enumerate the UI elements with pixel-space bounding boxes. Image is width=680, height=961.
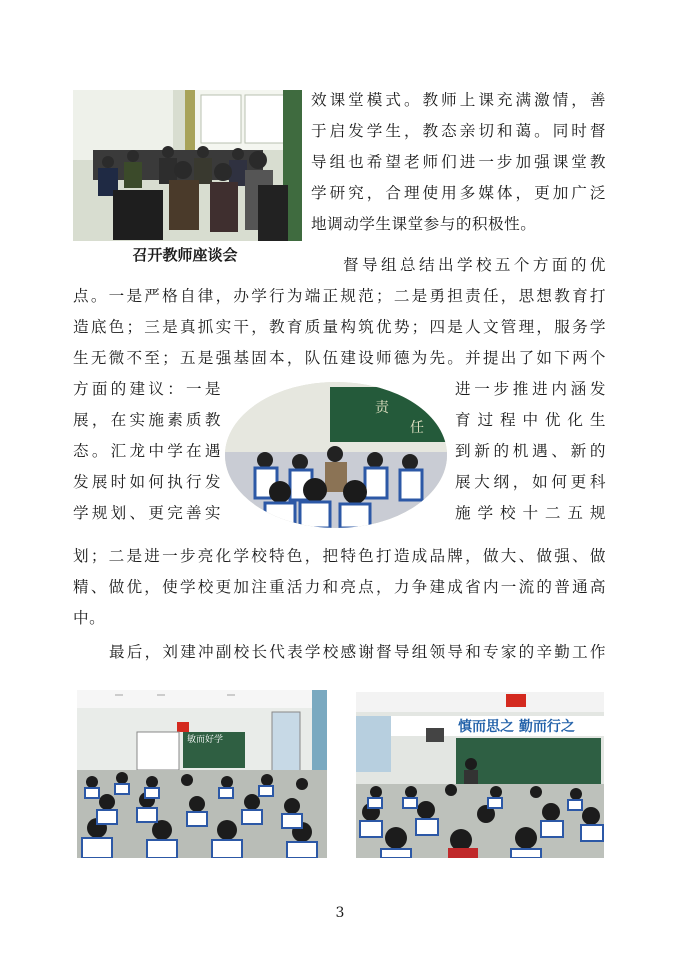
text-line: 中。 bbox=[73, 609, 106, 627]
text-line: 进一步推进内涵发 bbox=[455, 380, 606, 398]
text-line: 发展时如何执行发 bbox=[73, 473, 221, 491]
classroom-banner: 慎而思之 勤而行之 bbox=[458, 719, 575, 735]
text-line: 地调动学生课堂参与的积极性。 bbox=[311, 215, 537, 233]
meeting-photo-caption: 召开教师座谈会 bbox=[132, 246, 238, 264]
text-line: 效课堂模式。教师上课充满激情，善 bbox=[311, 91, 606, 109]
text-line: 生无微不至；五是强基固本，队伍建设师德为先。并提出了如下两个 bbox=[73, 349, 606, 367]
text-line: 态。汇龙中学在遇 bbox=[73, 442, 221, 460]
text-line: 育过程中优化生 bbox=[455, 411, 606, 429]
board-slogan: 敏而好学 bbox=[187, 735, 224, 745]
text-line: 督导组总结出学校五个方面的优 bbox=[343, 256, 606, 274]
classroom-photo-right bbox=[356, 692, 604, 858]
text-line: 展大纲，如何更科 bbox=[455, 473, 606, 491]
page-number: 3 bbox=[335, 905, 345, 921]
text-line: 施学校十二五规 bbox=[455, 504, 606, 522]
svg-text:任: 任 bbox=[410, 420, 424, 436]
text-line: 导组也希望老师们进一步加强课堂教 bbox=[311, 153, 606, 171]
classroom-ellipse-photo bbox=[225, 382, 447, 528]
text-line: 学研究，合理使用多媒体，更加广泛 bbox=[311, 184, 606, 202]
classroom-photo-left bbox=[77, 690, 327, 858]
text-line: 到新的机遇、新的 bbox=[455, 442, 606, 460]
svg-text:责: 责 bbox=[375, 400, 389, 416]
text-line: 点。一是严格自律，办学行为端正规范；二是勇担责任，思想教育打 bbox=[73, 287, 606, 305]
text-line: 划；二是进一步亮化学校特色，把特色打造成品牌，做大、做强、做 bbox=[73, 547, 606, 565]
text-line: 方面的建议：一是 bbox=[73, 380, 221, 398]
text-line: 造底色；三是真抓实干，教育质量构筑优势；四是人文管理，服务学 bbox=[73, 318, 606, 336]
text-line: 精、做优，使学校更加注重活力和亮点，力争建成省内一流的普通高 bbox=[73, 578, 606, 596]
text-line: 学规划、更完善实 bbox=[73, 504, 221, 522]
text-line: 于启发学生，教态亲切和蔼。同时督 bbox=[311, 122, 606, 140]
text-line: 展，在实施素质教 bbox=[73, 411, 221, 429]
meeting-photo bbox=[73, 90, 302, 241]
text-line: 最后，刘建冲副校长代表学校感谢督导组领导和专家的辛勤工作 bbox=[109, 643, 606, 661]
